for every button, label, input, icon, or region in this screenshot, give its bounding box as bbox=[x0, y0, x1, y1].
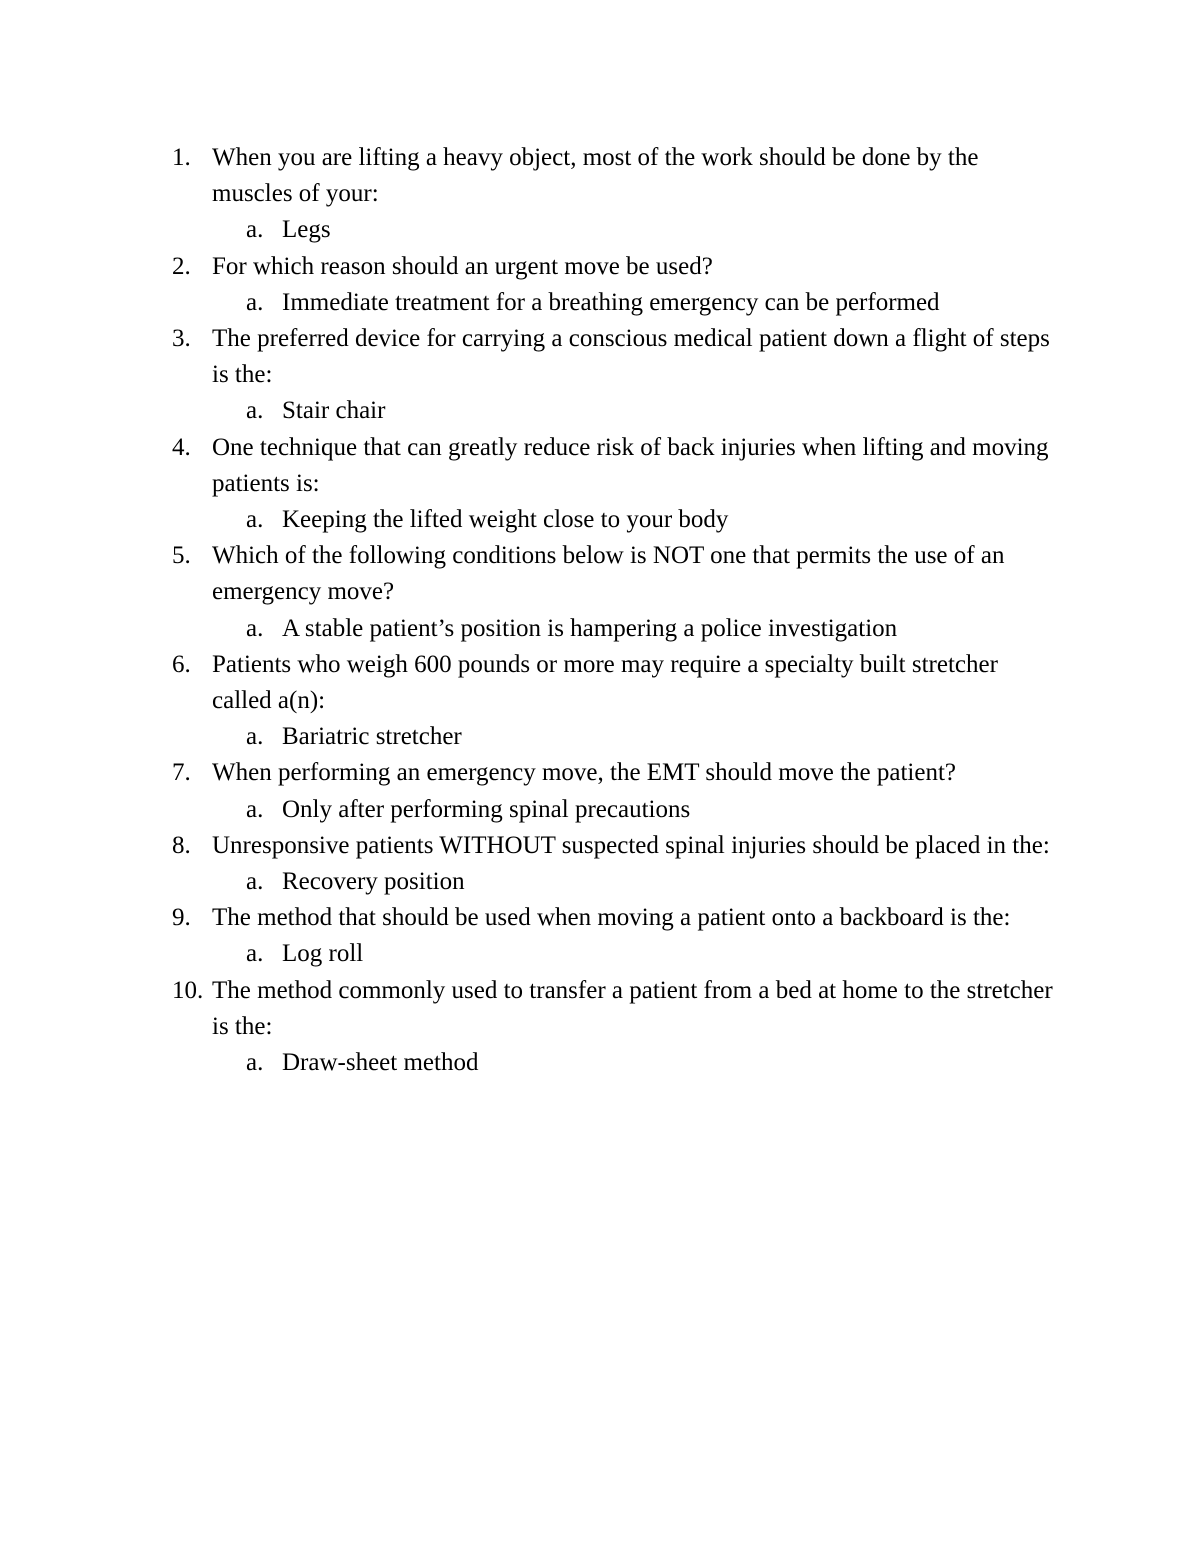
answer-item bbox=[0, 212, 1200, 248]
question-number: 1. bbox=[172, 144, 191, 171]
answer-text: A stable patient’s position is hampering a police investigation bbox=[282, 614, 898, 642]
answer-text: Stair chair bbox=[282, 397, 386, 425]
question-number: 2. bbox=[172, 252, 191, 280]
answer-item bbox=[0, 864, 1200, 900]
answer-label: a. bbox=[246, 795, 264, 823]
question-item-7 bbox=[0, 755, 1200, 827]
answer-label: a. bbox=[246, 868, 264, 896]
answer-text: Only after performing spinal precautions bbox=[282, 795, 691, 823]
answer-list bbox=[0, 719, 1200, 755]
answer-label: a. bbox=[246, 940, 264, 968]
answer-list bbox=[0, 212, 1200, 248]
question-text: For which reason should an urgent move be used? bbox=[212, 252, 713, 280]
question-number: 10. bbox=[172, 976, 204, 1004]
question-item-8 bbox=[0, 828, 1200, 900]
question-number: 9. bbox=[172, 904, 191, 932]
answer-item bbox=[0, 611, 1200, 647]
answer-list bbox=[0, 792, 1200, 828]
answer-text: Keeping the lifted weight close to your body bbox=[282, 506, 729, 534]
answer-label: a. bbox=[246, 1049, 264, 1077]
answer-label: a. bbox=[246, 506, 264, 534]
answer-list bbox=[0, 393, 1200, 429]
answer-text: Bariatric stretcher bbox=[282, 723, 462, 751]
question-item-3 bbox=[0, 321, 1200, 430]
question-number: 6. bbox=[172, 650, 191, 678]
question-item-1 bbox=[0, 140, 1200, 249]
question-number: 3. bbox=[172, 325, 191, 353]
answer-item bbox=[0, 936, 1200, 972]
question-text: One technique that can greatly reduce risk of back injuries when lifting and moving patients is: bbox=[212, 433, 1049, 497]
answer-label: a. bbox=[246, 397, 264, 425]
question-text: The method commonly used to transfer a patient from a bed at home to the stretcher is the: bbox=[212, 976, 1053, 1040]
answer-list bbox=[0, 864, 1200, 900]
question-number: 8. bbox=[172, 831, 191, 859]
question-text: Which of the following conditions below is NOT one that permits the use of an emergency move? bbox=[212, 542, 1005, 606]
answer-list bbox=[0, 936, 1200, 972]
question-text: The preferred device for carrying a conscious medical patient down a flight of steps is the: bbox=[212, 325, 1050, 389]
question-number: 7. bbox=[172, 759, 191, 787]
question-item-6 bbox=[0, 647, 1200, 756]
answer-item bbox=[0, 719, 1200, 755]
question-text: When you are lifting a heavy object, most of the work should be done by the muscles of your: bbox=[212, 144, 979, 208]
question-number: 4. bbox=[172, 433, 191, 461]
answer-list bbox=[0, 502, 1200, 538]
answer-text: Log roll bbox=[282, 940, 364, 968]
answer-item bbox=[0, 502, 1200, 538]
question-item-9 bbox=[0, 900, 1200, 972]
answer-text: Legs bbox=[282, 216, 331, 244]
question-text: Patients who weigh 600 pounds or more may require a specialty built stretcher called a(n): bbox=[212, 650, 998, 715]
answer-list bbox=[0, 285, 1200, 321]
answer-label: a. bbox=[246, 723, 264, 751]
answer-label: a. bbox=[246, 614, 264, 642]
answer-item bbox=[0, 792, 1200, 828]
answer-text: Recovery position bbox=[282, 868, 465, 896]
answer-text: Immediate treatment for a breathing emergency can be performed bbox=[282, 288, 940, 316]
answer-list bbox=[0, 611, 1200, 647]
question-item-2 bbox=[0, 249, 1200, 321]
answer-label: a. bbox=[246, 288, 264, 316]
question-text: When performing an emergency move, the EMT should move the patient? bbox=[212, 759, 956, 787]
question-text: Unresponsive patients WITHOUT suspected spinal injuries should be placed in the: bbox=[212, 831, 1050, 859]
answer-item bbox=[0, 393, 1200, 429]
answer-item bbox=[0, 285, 1200, 321]
answer-label: a. bbox=[246, 216, 264, 244]
answer-item bbox=[0, 1045, 1200, 1081]
answer-list bbox=[0, 1045, 1200, 1081]
question-item-5 bbox=[0, 538, 1200, 647]
question-text: The method that should be used when moving a patient onto a backboard is the: bbox=[212, 904, 1011, 932]
answer-text: Draw-sheet method bbox=[282, 1049, 479, 1077]
question-list bbox=[0, 140, 1200, 1081]
question-item-4 bbox=[0, 430, 1200, 539]
question-item-10 bbox=[0, 973, 1200, 1082]
question-number: 5. bbox=[172, 542, 191, 570]
